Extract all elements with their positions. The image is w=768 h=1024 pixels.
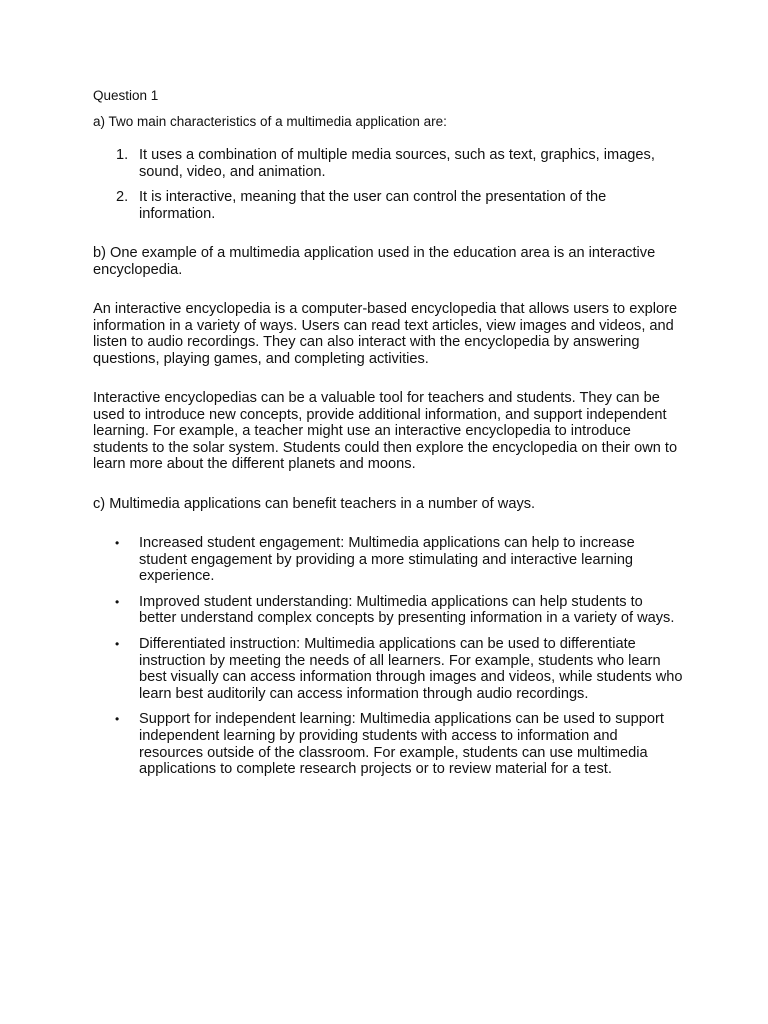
list-item-text: Differentiated instruction: Multimedia applications can be used to differentiate instruction by meeting the needs of all learners. For example, students who learn best visually can access information through images and videos, while students who learn best auditorily can access information through audio recordings. (139, 635, 683, 702)
list-item (93, 594, 683, 627)
list-item (93, 189, 683, 222)
part-b-paragraph-2: Interactive encyclopedias can be a valuable tool for teachers and students. They can be used to introduce new concepts, provide additional information, and support independent learning. For example, a teacher might use an interactive encyclopedia to introduce students to the solar system. Students could then explore the encyclopedia on their own to learn more about the different planets and moons. (93, 390, 678, 473)
list-item (93, 147, 683, 180)
list-number: 2. (116, 189, 129, 205)
part-c-intro: c) Multimedia applications can benefit teachers in a number of ways. (93, 496, 536, 512)
list-item (93, 636, 683, 702)
bullet-icon: • (115, 536, 120, 550)
list-item-text: It is interactive, meaning that the user can control the presentation of the information. (139, 189, 607, 222)
question-title: Question 1 (93, 88, 159, 103)
benefits-list (93, 535, 683, 787)
list-item-text: Support for independent learning: Multimedia applications can be used to support independent learning by providing students with access to information and resources outside of the classroom. For example, students can use multimedia applications to complete research projects or to review material for a test. (139, 711, 664, 778)
part-b-intro: b) One example of a multimedia application used in the education area is an interactive encyclopedia. (93, 245, 656, 278)
list-item-text: It uses a combination of multiple media sources, such as text, graphics, images, sound, video, and animation. (139, 147, 655, 180)
list-item (93, 535, 683, 585)
bullet-icon: • (115, 712, 120, 727)
list-item-text: Increased student engagement: Multimedia applications can help to increase student engagement by providing a more stimulating and interactive learning experience. (139, 535, 635, 585)
part-a-intro: a) Two main characteristics of a multimedia application are: (93, 114, 447, 129)
bullet-icon: • (115, 594, 120, 609)
list-number: 1. (116, 147, 129, 163)
bullet-icon: • (115, 636, 120, 651)
list-item (93, 711, 683, 777)
characteristics-list (93, 147, 683, 231)
part-b-paragraph-1: An interactive encyclopedia is a computer-based encyclopedia that allows users to explore information in a variety of ways. Users can read text articles, view images and videos, and listen to audio recordings. They can also interact with the encyclopedia by answering questions, playing games, and completing activities. (93, 301, 678, 367)
list-item-text: Improved student understanding: Multimedia applications can help students to better understand complex concepts by presenting information in a variety of ways. (139, 593, 675, 627)
